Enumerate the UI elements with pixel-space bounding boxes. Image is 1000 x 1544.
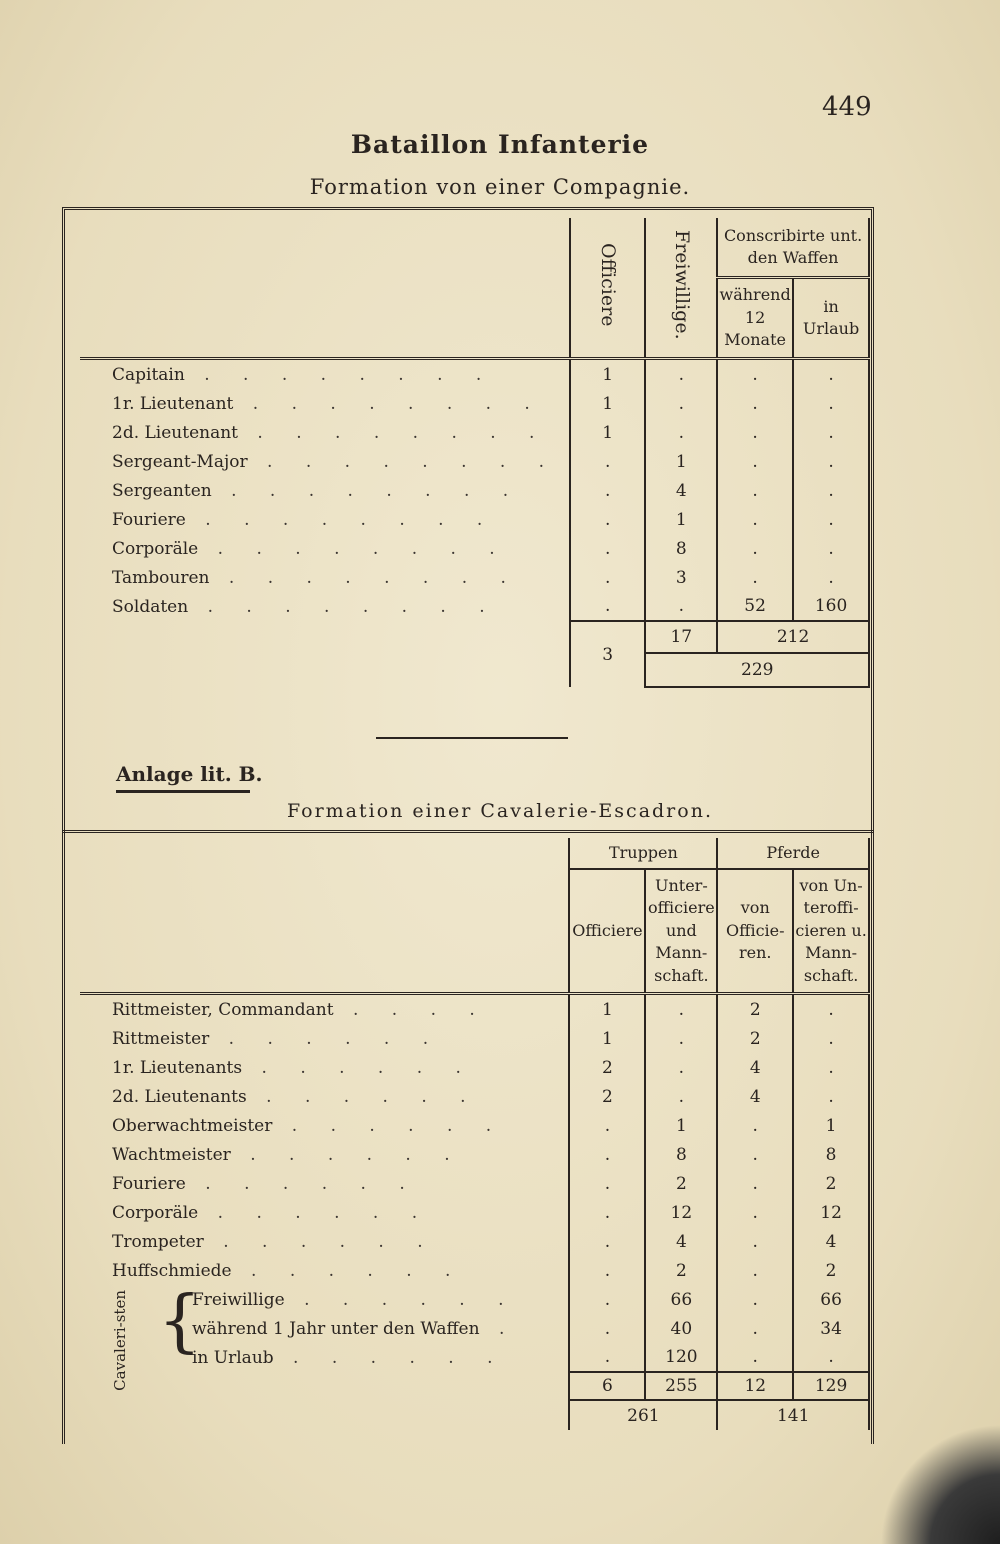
row-label <box>80 563 570 592</box>
cell-pferde-mann: . <box>793 994 869 1025</box>
cell-waehrend: . <box>717 447 793 476</box>
cell-pferde-off: . <box>717 1227 793 1256</box>
anlage-heading: Anlage lit. B. <box>116 762 263 786</box>
header-waehrend: während 12 Monate <box>717 278 793 359</box>
cell-waehrend: . <box>717 563 793 592</box>
cell-pferde-off: 4 <box>717 1082 793 1111</box>
header-officiere-2: Officiere <box>569 869 645 994</box>
table-row <box>80 447 869 476</box>
cell-officiere: . <box>569 1169 645 1198</box>
table-row <box>80 359 869 390</box>
cell-mannschaft: . <box>645 994 717 1025</box>
row-label-text: 2d. Lieutenant <box>112 422 238 443</box>
table-row <box>80 994 869 1025</box>
row-label-text: 2d. Lieutenants <box>112 1086 247 1107</box>
row-label-text: Fouriere <box>112 509 186 530</box>
page-number: 449 <box>822 92 872 122</box>
cell-officiere: . <box>570 476 646 505</box>
leader-dots: . . . . . . . . <box>233 393 544 414</box>
row-label <box>80 1111 569 1140</box>
cell-officiere: 2 <box>569 1082 645 1111</box>
total-pferde: 141 <box>717 1400 869 1430</box>
cell-officiere: . <box>569 1314 645 1343</box>
cell-officiere: . <box>570 447 646 476</box>
cell-officiere: . <box>570 592 646 621</box>
row-label-text: 1r. Lieutenant <box>112 393 234 414</box>
cell-freiwillige: 4 <box>645 476 717 505</box>
leader-dots: . . . . . . <box>209 1028 443 1049</box>
cell-officiere: 2 <box>569 1053 645 1082</box>
header-freiwillige: Freiwillige. <box>645 218 717 359</box>
leader-dots: . . . . . . <box>273 1347 507 1368</box>
cell-freiwillige: 8 <box>645 534 717 563</box>
total-p-mann: 129 <box>793 1372 869 1400</box>
cell-urlaub: . <box>793 476 869 505</box>
cell-mannschaft: 12 <box>645 1198 717 1227</box>
row-label-text: Tambouren <box>112 567 210 588</box>
row-label <box>80 1140 569 1169</box>
table-row <box>80 505 869 534</box>
header-conscribirte: Conscribirte unt. den Waffen <box>717 218 869 278</box>
leader-dots: . . . . . . <box>284 1289 518 1310</box>
cell-freiwillige: 3 <box>645 563 717 592</box>
row-label-text: Sergeant-Major <box>112 451 248 472</box>
table-row <box>80 476 869 505</box>
row-label <box>80 592 570 621</box>
row-label <box>80 476 570 505</box>
header-urlaub: in Urlaub <box>793 278 869 359</box>
grand-total-row <box>80 653 869 687</box>
cell-officiere: . <box>569 1140 645 1169</box>
cell-waehrend: 52 <box>717 592 793 621</box>
row-label <box>80 418 570 447</box>
cell-officiere: . <box>570 534 646 563</box>
row-label-text: während 1 Jahr unter den Waffen <box>192 1318 480 1339</box>
cell-mannschaft: 120 <box>645 1343 717 1372</box>
cell-pferde-mann: 2 <box>793 1256 869 1285</box>
section-subtitle-cavalry: Formation einer Cavalerie-Escadron. <box>287 800 713 822</box>
table-row <box>80 1082 869 1111</box>
table-row <box>80 1198 869 1227</box>
cell-mannschaft: 2 <box>645 1169 717 1198</box>
cell-officiere: . <box>569 1343 645 1372</box>
cell-officiere: . <box>570 505 646 534</box>
total-off-2: 6 <box>569 1372 645 1400</box>
cell-pferde-mann: . <box>793 1053 869 1082</box>
table-row <box>80 1169 869 1198</box>
leader-dots: . . . . . . . . <box>188 596 499 617</box>
cell-pferde-mann: 2 <box>793 1169 869 1198</box>
row-label-text: 1r. Lieutenants <box>112 1057 243 1078</box>
cell-urlaub: . <box>793 359 869 390</box>
cell-freiwillige: . <box>645 359 717 390</box>
cell-officiere: . <box>569 1198 645 1227</box>
cell-pferde-mann: 1 <box>793 1111 869 1140</box>
header-officiere: Officiere <box>570 218 646 359</box>
cell-officiere: 1 <box>569 1024 645 1053</box>
section-subtitle: Formation von einer Compagnie. <box>309 175 691 199</box>
cell-pferde-off: . <box>717 1343 793 1372</box>
cell-officiere: . <box>569 1227 645 1256</box>
leader-dots: . . . . . . <box>242 1057 475 1078</box>
table-header-row <box>80 218 869 278</box>
table-row <box>80 1256 869 1285</box>
leader-dots: . . . . . . . . <box>247 451 559 472</box>
cell-officiere: . <box>569 1111 645 1140</box>
cell-pferde-off: . <box>717 1256 793 1285</box>
cell-waehrend: . <box>717 389 793 418</box>
row-label-text: Oberwachtmeister <box>112 1115 273 1136</box>
cell-pferde-off: . <box>717 1198 793 1227</box>
row-label-text: Soldaten <box>112 596 189 617</box>
leader-dots: . . . . . . <box>272 1115 506 1136</box>
table-row <box>80 563 869 592</box>
cell-freiwillige: . <box>645 418 717 447</box>
leader-dots: . . . . . . <box>231 1260 465 1281</box>
cell-waehrend: . <box>717 534 793 563</box>
cell-pferde-off: . <box>717 1140 793 1169</box>
leader-dots: . . . . . . . . <box>198 538 509 559</box>
total-truppen: 261 <box>569 1400 717 1430</box>
total-freiwillige: 17 <box>645 621 717 653</box>
totals-row <box>80 621 869 653</box>
cell-pferde-mann: . <box>793 1343 869 1372</box>
row-label <box>80 1024 569 1053</box>
header-truppen: Truppen <box>569 838 717 869</box>
cell-officiere: 1 <box>570 418 646 447</box>
leader-dots: . . . . . . <box>246 1086 480 1107</box>
row-label <box>80 1082 569 1111</box>
table-row <box>80 1111 869 1140</box>
cell-urlaub: . <box>793 389 869 418</box>
cell-urlaub: . <box>793 505 869 534</box>
leader-dots: . . . . . . . . <box>238 422 549 443</box>
cell-urlaub: . <box>793 534 869 563</box>
double-rule <box>62 830 874 833</box>
leader-dots: . . . . . . . . <box>211 480 523 501</box>
row-label <box>80 1169 569 1198</box>
cell-mannschaft: 2 <box>645 1256 717 1285</box>
table-row <box>80 534 869 563</box>
anlage-underline <box>116 790 250 793</box>
header-unterofficiere: Unter-officiere und Mann-schaft. <box>645 869 717 994</box>
row-label-text: Trompeter <box>112 1231 204 1252</box>
row-label-text: Corporäle <box>112 1202 199 1223</box>
cell-pferde-off: . <box>717 1169 793 1198</box>
grand-total: 229 <box>645 653 869 687</box>
cell-waehrend: . <box>717 418 793 447</box>
row-label-text: Sergeanten <box>112 480 212 501</box>
row-label <box>80 1285 569 1314</box>
cell-urlaub: . <box>793 447 869 476</box>
cell-pferde-off: 4 <box>717 1053 793 1082</box>
cell-pferde-mann: 12 <box>793 1198 869 1227</box>
divider-rule <box>376 737 568 739</box>
row-label-text: Huffschmiede <box>112 1260 232 1281</box>
cell-mannschaft: 8 <box>645 1140 717 1169</box>
row-label <box>80 534 570 563</box>
cell-mannschaft: 66 <box>645 1285 717 1314</box>
row-label-text: in Urlaub <box>192 1347 274 1368</box>
total-p-off: 12 <box>717 1372 793 1400</box>
cell-pferde-mann: 4 <box>793 1227 869 1256</box>
table-row <box>80 592 869 621</box>
cell-freiwillige: . <box>645 592 717 621</box>
table-row <box>80 418 869 447</box>
row-label <box>80 1343 569 1372</box>
cell-pferde-mann: . <box>793 1082 869 1111</box>
leader-dots: . . . . . . . . <box>185 509 497 530</box>
total-conscribirte: 212 <box>717 621 869 653</box>
row-label <box>80 1053 569 1082</box>
header-pferde: Pferde <box>717 838 869 869</box>
table-row <box>80 1024 869 1053</box>
cell-officiere: 1 <box>570 389 646 418</box>
totals-row-2 <box>80 1372 869 1400</box>
cell-pferde-mann: 34 <box>793 1314 869 1343</box>
row-label <box>80 1256 569 1285</box>
table-row <box>80 1227 869 1256</box>
cell-pferde-mann: . <box>793 1024 869 1053</box>
cell-mannschaft: . <box>645 1024 717 1053</box>
cell-officiere: 1 <box>569 994 645 1025</box>
leader-dots: . <box>479 1318 519 1339</box>
cell-mannschaft: 4 <box>645 1227 717 1256</box>
row-label <box>80 389 570 418</box>
table-row <box>80 1140 869 1169</box>
cell-urlaub: . <box>793 563 869 592</box>
cell-officiere: . <box>570 563 646 592</box>
total-mann-2: 255 <box>645 1372 717 1400</box>
leader-dots: . . . . . . <box>203 1231 437 1252</box>
cell-mannschaft: . <box>645 1082 717 1111</box>
company-formation-table <box>80 218 870 688</box>
header-von-officieren: von Officie-ren. <box>717 869 793 994</box>
leader-dots: . . . . <box>333 999 489 1020</box>
leader-dots: . . . . . . . . <box>209 567 520 588</box>
page-title: Bataillon Infanterie <box>350 130 650 159</box>
cell-pferde-off: 2 <box>717 1024 793 1053</box>
row-label-text: Capitain <box>112 364 185 385</box>
row-label <box>80 994 569 1025</box>
cell-pferde-off: 2 <box>717 994 793 1025</box>
row-label-text: Rittmeister, Commandant <box>112 999 334 1020</box>
table-row <box>80 1053 869 1082</box>
cell-freiwillige: 1 <box>645 447 717 476</box>
row-label-text: Fouriere <box>112 1173 186 1194</box>
row-label <box>80 505 570 534</box>
scan-shadow-corner <box>860 1404 1000 1544</box>
cell-pferde-off: . <box>717 1111 793 1140</box>
cell-mannschaft: 1 <box>645 1111 717 1140</box>
cell-pferde-mann: 66 <box>793 1285 869 1314</box>
leader-dots: . . . . . . <box>185 1173 419 1194</box>
row-label-text: Freiwillige <box>192 1289 285 1310</box>
row-label-text: Corporäle <box>112 538 199 559</box>
cell-pferde-off: . <box>717 1314 793 1343</box>
cell-waehrend: . <box>717 505 793 534</box>
leader-dots: . . . . . . <box>198 1202 432 1223</box>
row-label <box>80 1227 569 1256</box>
cell-waehrend: . <box>717 359 793 390</box>
row-label <box>80 359 570 390</box>
cell-urlaub: . <box>793 418 869 447</box>
row-label <box>80 1314 569 1343</box>
cell-officiere: . <box>569 1285 645 1314</box>
cell-officiere: . <box>569 1256 645 1285</box>
cell-mannschaft: . <box>645 1053 717 1082</box>
cell-pferde-off: . <box>717 1285 793 1314</box>
row-label-text: Wachtmeister <box>112 1144 231 1165</box>
brace-icon: { <box>158 1282 202 1361</box>
cell-waehrend: . <box>717 476 793 505</box>
cell-mannschaft: 40 <box>645 1314 717 1343</box>
row-label <box>80 447 570 476</box>
cavaleristen-group-label: Cavaleri-sten <box>111 1290 129 1391</box>
row-label-text: Rittmeister <box>112 1028 210 1049</box>
cell-pferde-mann: 8 <box>793 1140 869 1169</box>
leader-dots: . . . . . . <box>230 1144 464 1165</box>
cell-officiere: 1 <box>570 359 646 390</box>
leader-dots: . . . . . . . . <box>184 364 496 385</box>
total-officiere: 3 <box>570 621 646 687</box>
cell-urlaub: 160 <box>793 592 869 621</box>
header-von-unteroff: von Un-teroffi-cieren u. Mann-schaft. <box>793 869 869 994</box>
row-label <box>80 1198 569 1227</box>
cell-freiwillige: . <box>645 389 717 418</box>
table-row <box>80 389 869 418</box>
cell-freiwillige: 1 <box>645 505 717 534</box>
